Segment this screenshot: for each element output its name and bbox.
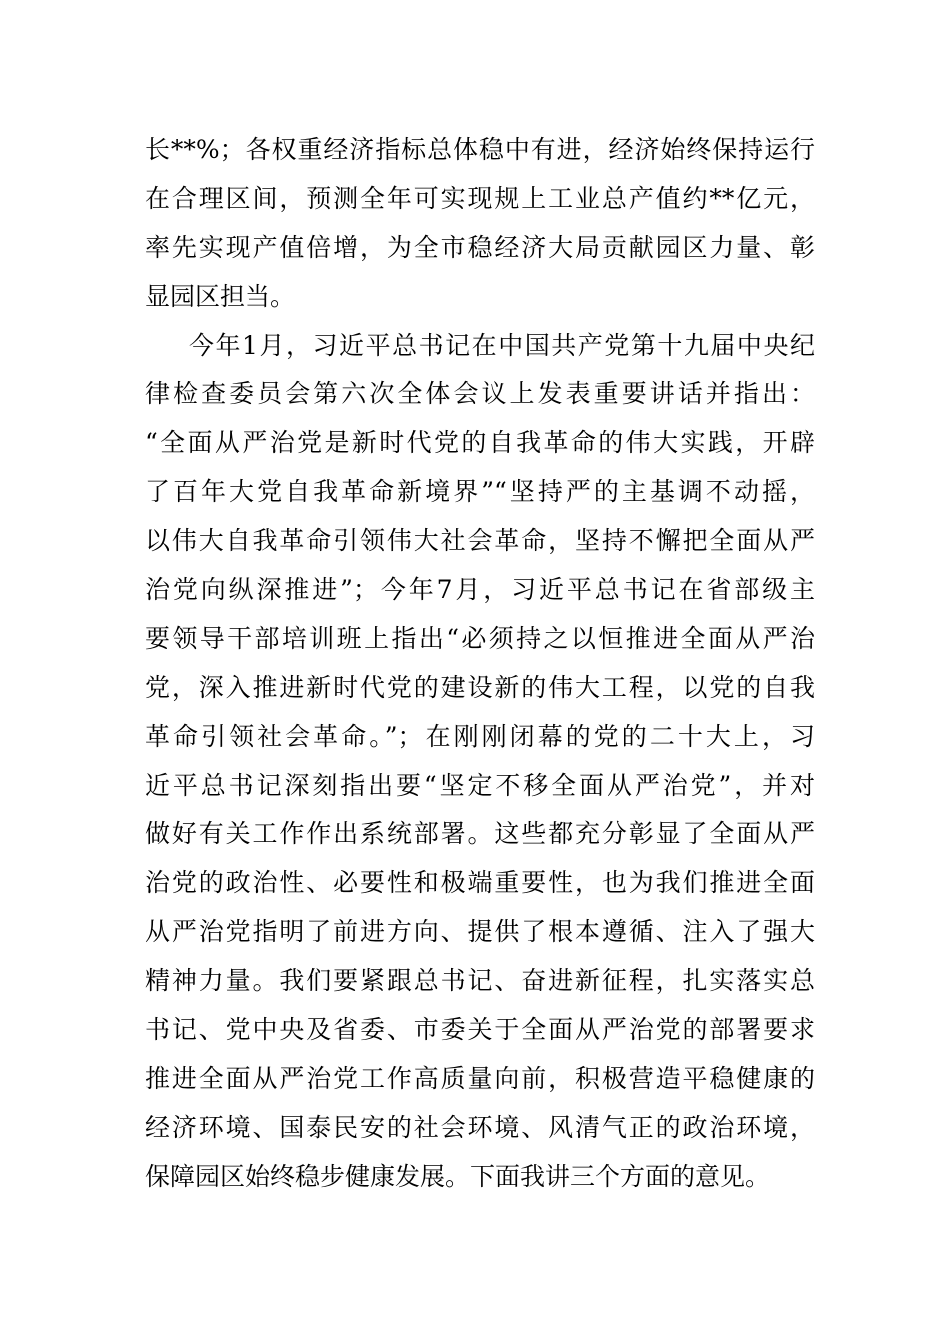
text-line: 从严治党指明了前进方向、提供了根本遵循、注入了强大 [145,917,815,947]
text-line: 推进全面从严治党工作高质量向前，积极营造平稳健康的 [145,1063,815,1093]
text-line: 革命引领社会革命。”；在刚刚闭幕的党的二十大上，习 [145,721,815,751]
text-line: “全面从严治党是新时代党的自我革命的伟大实践，开辟 [145,428,815,458]
text-line: 长**%；各权重经济指标总体稳中有进，经济始终保持运行 [145,135,815,164]
text-line: 近平总书记深刻指出要“坚定不移全面从严治党”，并对 [145,770,815,800]
text-line: 经济环境、国泰民安的社会环境、风清气正的政治环境， [145,1112,815,1142]
text-line-paragraph-start: 今年1月，习近平总书记在中国共产党第十九届中央纪 [189,330,815,360]
text-line: 率先实现产值倍增，为全市稳经济大局贡献园区力量、彰 [145,232,815,262]
text-line: 在合理区间，预测全年可实现规上工业总产值约**亿元， [145,183,815,213]
text-line: 精神力量。我们要紧跟总书记、奋进新征程，扎实落实总 [145,966,815,996]
text-line: 显园区担当。 [145,281,296,311]
text-line: 了百年大党自我革命新境界”“坚持严的主基调不动摇， [145,477,815,507]
text-line: 以伟大自我革命引领伟大社会革命，坚持不懈把全面从严 [145,526,815,556]
text-line: 书记、党中央及省委、市委关于全面从严治党的部署要求 [145,1015,815,1045]
text-line: 要领导干部培训班上指出“必须持之以恒推进全面从严治 [145,623,815,653]
text-line: 做好有关工作作出系统部署。这些都充分彰显了全面从严 [145,819,815,849]
text-line: 保障园区始终稳步健康发展。下面我讲三个方面的意见。 [145,1161,771,1191]
document-body [145,126,815,1202]
text-line: 治党的政治性、必要性和极端重要性，也为我们推进全面 [145,868,815,898]
text-line: 治党向纵深推进”；今年7月，习近平总书记在省部级主 [145,575,815,605]
text-line: 党，深入推进新时代党的建设新的伟大工程，以党的自我 [145,672,815,702]
text-line: 律检查委员会第六次全体会议上发表重要讲话并指出： [145,379,815,409]
